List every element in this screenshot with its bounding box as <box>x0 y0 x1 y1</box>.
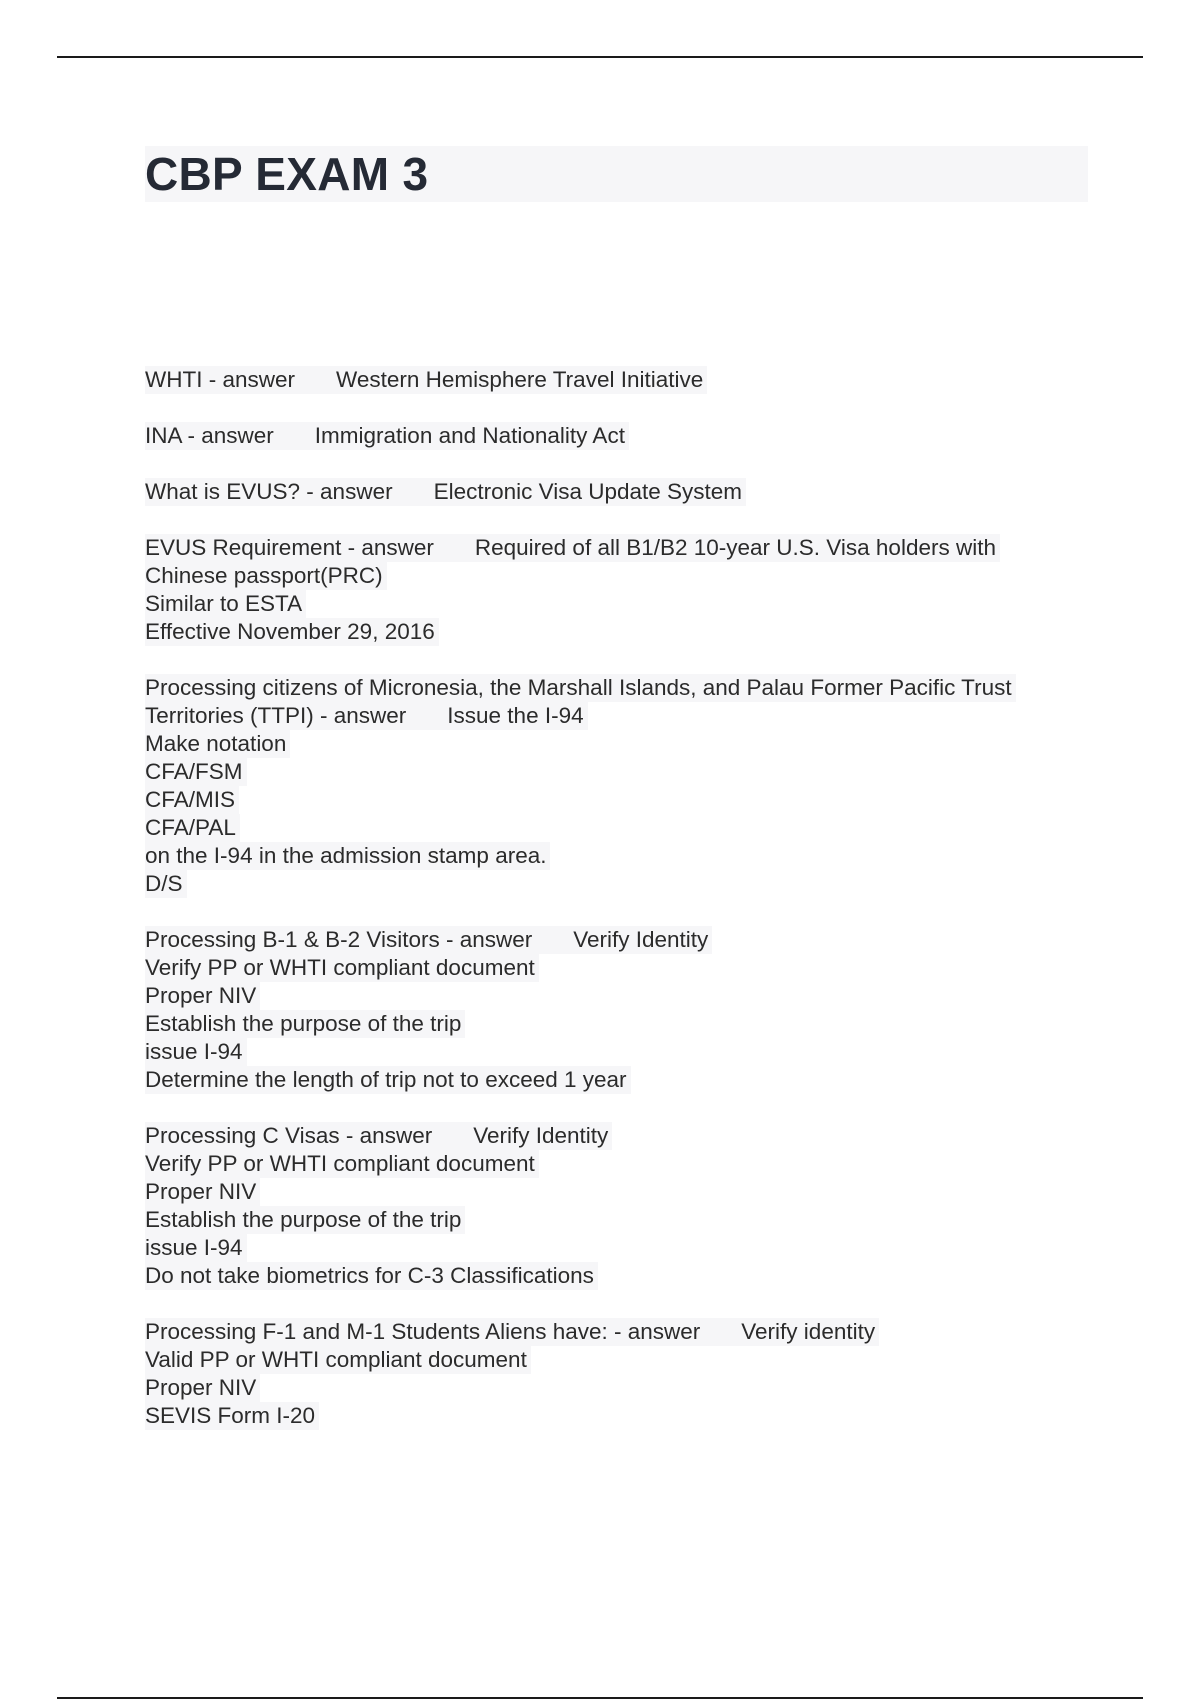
flashcard <box>145 366 1095 394</box>
flashcard-list <box>145 366 1095 1458</box>
card-line: Proper NIV <box>145 1374 260 1402</box>
card-answer: Issue the I-94 <box>447 703 584 728</box>
flashcard <box>145 1122 1095 1290</box>
card-term: Territories (TTPI) - answer <box>145 703 407 728</box>
card-line: Proper NIV <box>145 1178 260 1206</box>
card-line: Effective November 29, 2016 <box>145 618 439 646</box>
card-line <box>145 926 712 954</box>
card-term: INA - answer <box>145 423 274 448</box>
card-answer: Verify identity <box>741 1319 876 1344</box>
flashcard <box>145 422 1095 450</box>
card-line: issue I-94 <box>145 1234 247 1262</box>
card-line: Processing citizens of Micronesia, the Marshall Islands, and Palau Former Pacific Trust <box>145 674 1016 702</box>
flashcard <box>145 1318 1095 1430</box>
flashcard <box>145 926 1095 1094</box>
card-answer: Immigration and Nationality Act <box>314 423 625 448</box>
card-answer: Required of all B1/B2 10-year U.S. Visa holders with <box>474 535 996 560</box>
bottom-rule <box>57 1697 1143 1699</box>
card-line <box>145 366 707 394</box>
card-line <box>145 1122 612 1150</box>
card-line: Proper NIV <box>145 982 260 1010</box>
card-line <box>145 1318 879 1346</box>
card-line: CFA/MIS <box>145 786 239 814</box>
card-line: Do not take biometrics for C-3 Classifications <box>145 1262 598 1290</box>
flashcard <box>145 534 1095 646</box>
card-term: WHTI - answer <box>145 367 296 392</box>
card-answer: Western Hemisphere Travel Initiative <box>336 367 704 392</box>
card-answer: Verify Identity <box>573 927 709 952</box>
card-line: Establish the purpose of the trip <box>145 1010 465 1038</box>
card-line <box>145 422 629 450</box>
card-term: EVUS Requirement - answer <box>145 535 434 560</box>
card-line: Similar to ESTA <box>145 590 306 618</box>
card-line <box>145 478 746 506</box>
flashcard <box>145 674 1095 898</box>
card-line: Determine the length of trip not to exceed 1 year <box>145 1066 631 1094</box>
card-line <box>145 702 588 730</box>
document-title: CBP EXAM 3 <box>145 148 429 200</box>
card-term: Processing F-1 and M-1 Students Aliens have: - answer <box>145 1319 701 1344</box>
card-term: Processing C Visas - answer <box>145 1123 433 1148</box>
top-rule <box>57 56 1143 58</box>
card-line: Verify PP or WHTI compliant document <box>145 1150 539 1178</box>
card-term: Processing B-1 & B-2 Visitors - answer <box>145 927 533 952</box>
card-line: D/S <box>145 870 187 898</box>
card-line: Chinese passport(PRC) <box>145 562 387 590</box>
card-line: CFA/PAL <box>145 814 240 842</box>
card-term: What is EVUS? - answer <box>145 479 393 504</box>
card-line: Establish the purpose of the trip <box>145 1206 465 1234</box>
flashcard <box>145 478 1095 506</box>
card-line: SEVIS Form I-20 <box>145 1402 319 1430</box>
card-line: Make notation <box>145 730 290 758</box>
card-line: issue I-94 <box>145 1038 247 1066</box>
card-line <box>145 534 1000 562</box>
card-line: Verify PP or WHTI compliant document <box>145 954 539 982</box>
card-answer: Verify Identity <box>473 1123 609 1148</box>
card-line: Valid PP or WHTI compliant document <box>145 1346 531 1374</box>
card-answer: Electronic Visa Update System <box>433 479 743 504</box>
card-line: CFA/FSM <box>145 758 247 786</box>
card-line: on the I-94 in the admission stamp area. <box>145 842 550 870</box>
